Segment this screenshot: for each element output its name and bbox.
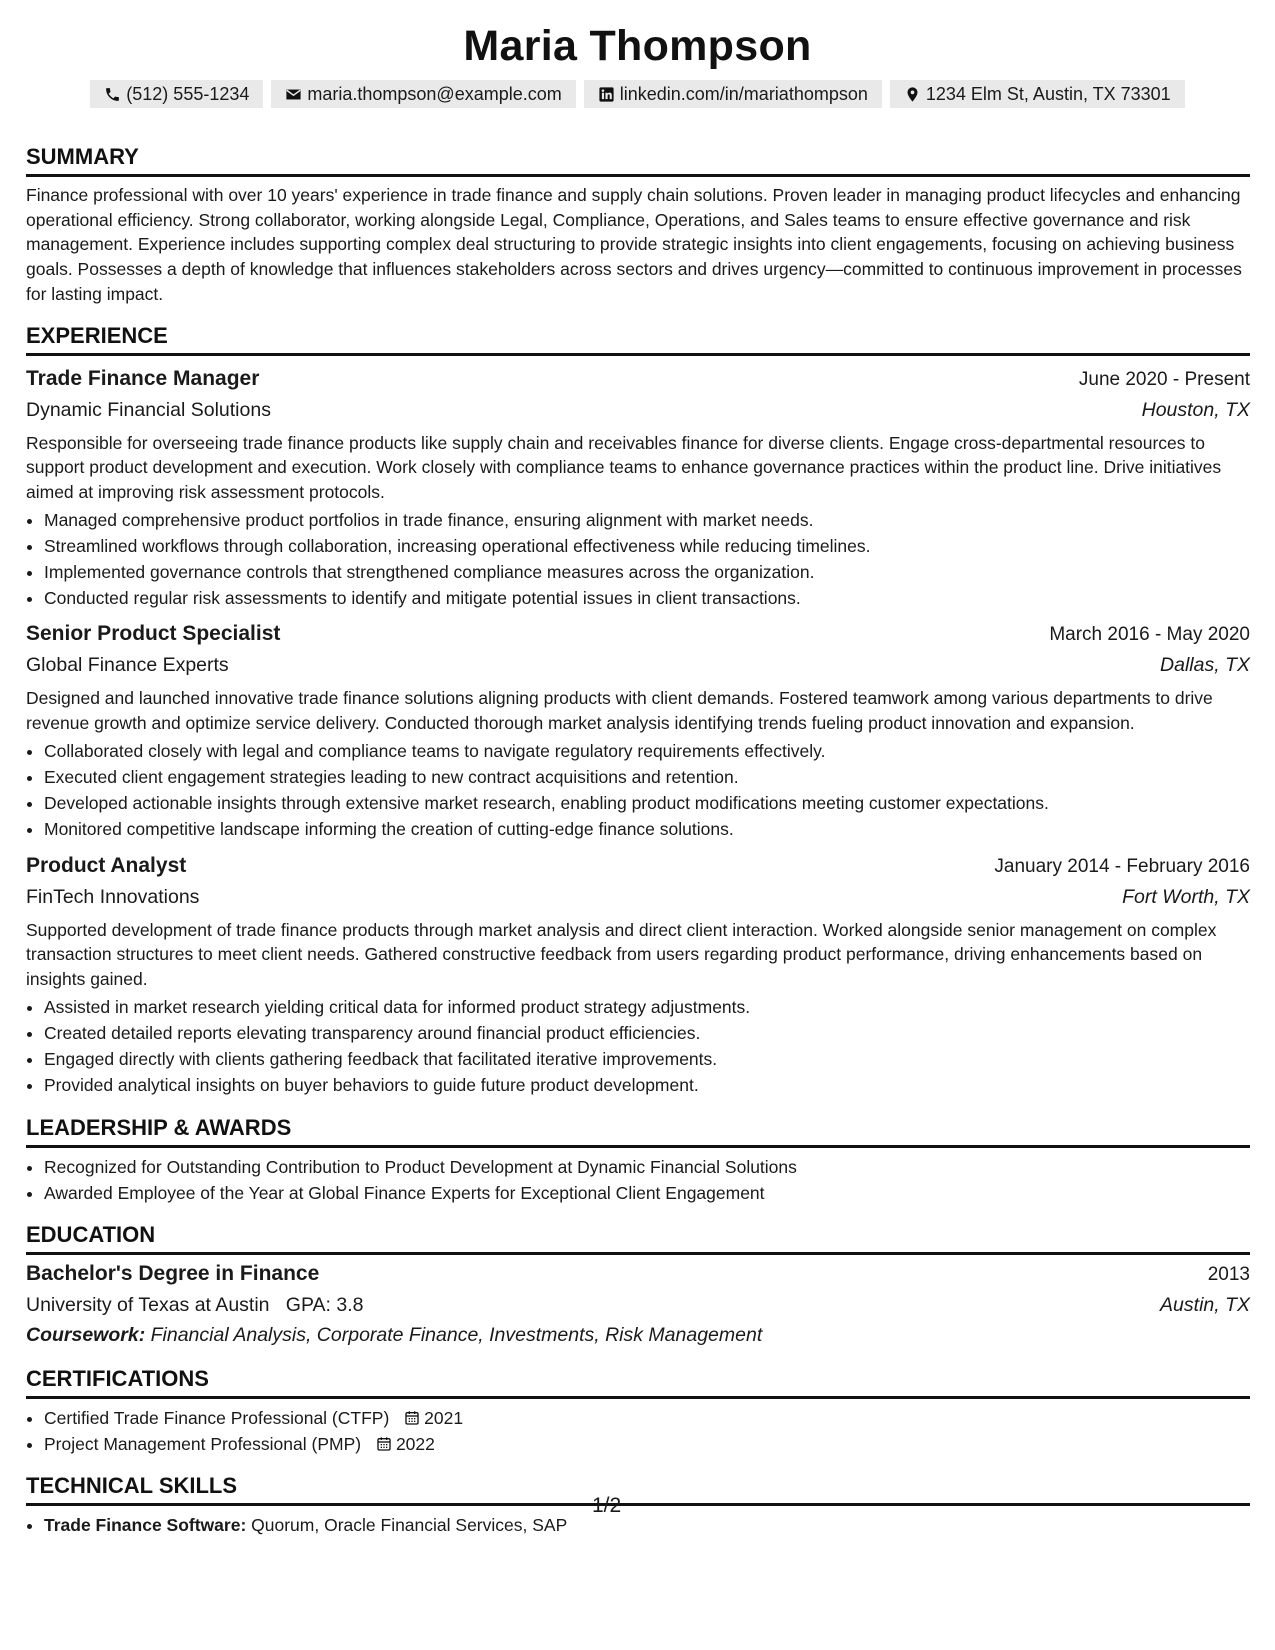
graduation-year: 2013 bbox=[1207, 1263, 1250, 1285]
skill-value: Quorum, Oracle Financial Services, SAP bbox=[251, 1515, 568, 1536]
cert-year: 2022 bbox=[395, 1434, 435, 1455]
job-entry bbox=[26, 619, 1250, 842]
list-item bbox=[44, 1512, 1250, 1538]
job-company: Dynamic Financial Solutions bbox=[26, 398, 271, 421]
list-item bbox=[44, 1431, 1250, 1457]
calendar-icon bbox=[376, 1436, 392, 1452]
job-company: FinTech Innovations bbox=[26, 885, 200, 908]
leadership-list bbox=[26, 1154, 1250, 1206]
list-item: • Monitored competitive landscape informing the creation of cutting-edge finance solutions. bbox=[44, 816, 1250, 842]
contact-email[interactable] bbox=[271, 80, 575, 108]
experience-section bbox=[26, 323, 1250, 1099]
school-location: Austin, TX bbox=[1160, 1293, 1250, 1316]
contact-phone[interactable] bbox=[90, 80, 263, 108]
map-pin-icon bbox=[904, 86, 921, 103]
job-location: Fort Worth, TX bbox=[1122, 885, 1250, 908]
envelope-icon bbox=[285, 86, 302, 103]
list-item: • Implemented governance controls that strengthened compliance measures across the organization. bbox=[44, 559, 1250, 585]
linkedin-text: linkedin.com/in/mariathompson bbox=[619, 83, 868, 104]
list-item: • Created detailed reports elevating transparency around financial product efficiencies. bbox=[44, 1020, 1250, 1046]
page-number: 1/2 bbox=[592, 1494, 622, 1517]
job-company: Global Finance Experts bbox=[26, 654, 229, 677]
resume-content bbox=[26, 144, 1250, 1555]
education-section bbox=[26, 1222, 1250, 1350]
list-item bbox=[44, 1405, 1250, 1431]
list-item: • Recognized for Outstanding Contribution to Product Development at Dynamic Financial Solutions bbox=[44, 1154, 1250, 1180]
list-item: • Engaged directly with clients gathering feedback that facilitated iterative improvements. bbox=[44, 1046, 1250, 1072]
contact-linkedin[interactable] bbox=[584, 80, 882, 108]
section-title-summary: SUMMARY bbox=[26, 144, 1250, 177]
degree-title: Bachelor's Degree in Finance bbox=[26, 1261, 320, 1285]
job-entry bbox=[26, 364, 1250, 612]
contact-bar bbox=[0, 80, 1275, 108]
list-item: • Managed comprehensive product portfolios in trade finance, ensuring alignment with market needs. bbox=[44, 507, 1250, 533]
section-title-experience: EXPERIENCE bbox=[26, 323, 1250, 356]
list-item: • Collaborated closely with legal and compliance teams to navigate regulatory requirements effectively. bbox=[44, 738, 1250, 764]
section-title-leadership: LEADERSHIP & AWARDS bbox=[26, 1115, 1250, 1148]
job-title: Product Analyst bbox=[26, 853, 187, 877]
job-location: Houston, TX bbox=[1141, 398, 1250, 421]
cert-year: 2021 bbox=[424, 1407, 464, 1428]
job-dates: March 2016 - May 2020 bbox=[1049, 624, 1250, 646]
section-title-education: EDUCATION bbox=[26, 1222, 1250, 1255]
job-description: Responsible for overseeing trade finance products like supply chain and receivables finance for diverse clients. Engage cross-departmental resources to support product development and execution. Work closely with compliance teams to enhance governance practices within the product line. Drive initiatives aimed at improving risk assessment protocols. bbox=[26, 432, 1222, 502]
linkedin-icon bbox=[598, 86, 615, 103]
list-item: • Conducted regular risk assessments to identify and mitigate potential issues in client transactions. bbox=[44, 585, 1250, 611]
phone-text: (512) 555-1234 bbox=[126, 83, 250, 104]
school-name: University of Texas at Austin bbox=[26, 1293, 270, 1316]
coursework bbox=[26, 1320, 1250, 1350]
email-text: maria.thompson@example.com bbox=[307, 83, 562, 104]
leadership-section bbox=[26, 1115, 1250, 1206]
certifications-section bbox=[26, 1366, 1250, 1457]
coursework-label: Coursework: bbox=[26, 1323, 146, 1346]
list-item: • Awarded Employee of the Year at Global Finance Experts for Exceptional Client Engagement bbox=[44, 1180, 1250, 1206]
job-bullets bbox=[26, 507, 1250, 612]
list-item: • Assisted in market research yielding critical data for informed product strategy adjustments. bbox=[44, 994, 1250, 1020]
job-dates: June 2020 - Present bbox=[1078, 368, 1250, 390]
list-item: • Streamlined workflows through collaboration, increasing operational effectiveness while reducing timelines. bbox=[44, 533, 1250, 559]
gpa: GPA: 3.8 bbox=[285, 1293, 364, 1316]
phone-icon bbox=[104, 86, 121, 103]
job-bullets bbox=[26, 738, 1250, 843]
summary-section bbox=[26, 144, 1250, 307]
skills-list bbox=[26, 1512, 1250, 1538]
address-text: 1234 Elm St, Austin, TX 73301 bbox=[925, 83, 1171, 104]
job-location: Dallas, TX bbox=[1160, 654, 1250, 677]
job-bullets bbox=[26, 994, 1250, 1099]
job-entry bbox=[26, 851, 1250, 1099]
job-description: Designed and launched innovative trade finance solutions aligning products with client demands. Fostered teamwork among various departments to drive revenue growth and optimize service delivery. Conducted thorough market analysis identifying trends fueling product innovation and expansion. bbox=[26, 688, 1213, 734]
calendar-icon bbox=[404, 1410, 420, 1426]
job-title: Senior Product Specialist bbox=[26, 622, 281, 646]
skill-label: Trade Finance Software: bbox=[44, 1515, 247, 1536]
coursework-text: Financial Analysis, Corporate Finance, Investments, Risk Management bbox=[150, 1323, 763, 1346]
contact-address[interactable] bbox=[890, 80, 1185, 108]
section-title-skills: TECHNICAL SKILLS bbox=[26, 1473, 1250, 1506]
candidate-name: Maria Thompson bbox=[463, 22, 812, 70]
section-title-certifications: CERTIFICATIONS bbox=[26, 1366, 1250, 1399]
summary-text: Finance professional with over 10 years' experience in trade finance and supply chain solutions. Proven leader in managing product lifecycles and enhancing operational efficiency. Strong collaborator, working alongside Legal, Compliance, Operations, and Sales teams to ensure effective governance and risk management. Experience includes supporting complex deal structuring to provide strategic insights into client engagements, focusing on achieving business goals. Possesses a depth of knowledge that influences stakeholders across sectors and drives urgency—committed to continuous improvement in processes for lasting impact. bbox=[26, 185, 1242, 304]
cert-name: Certified Trade Finance Professional (CTFP) bbox=[44, 1407, 390, 1428]
job-title: Trade Finance Manager bbox=[26, 366, 260, 390]
job-description: Supported development of trade finance products through market analysis and direct client interaction. Worked alongside senior management on complex transaction structures to meet client needs. Gathered constructive feedback from users regarding product performance, driving enhancements based on insights gained. bbox=[26, 919, 1217, 990]
certifications-list bbox=[26, 1405, 1250, 1457]
list-item: • Executed client engagement strategies leading to new contract acquisitions and retention. bbox=[44, 764, 1250, 790]
job-dates: January 2014 - February 2016 bbox=[994, 855, 1250, 877]
list-item: • Developed actionable insights through extensive market research, enabling product modifications meeting customer expectations. bbox=[44, 790, 1250, 816]
skills-section bbox=[26, 1473, 1250, 1538]
list-item: • Provided analytical insights on buyer behaviors to guide future product development. bbox=[44, 1072, 1250, 1098]
cert-name: Project Management Professional (PMP) bbox=[44, 1434, 362, 1455]
